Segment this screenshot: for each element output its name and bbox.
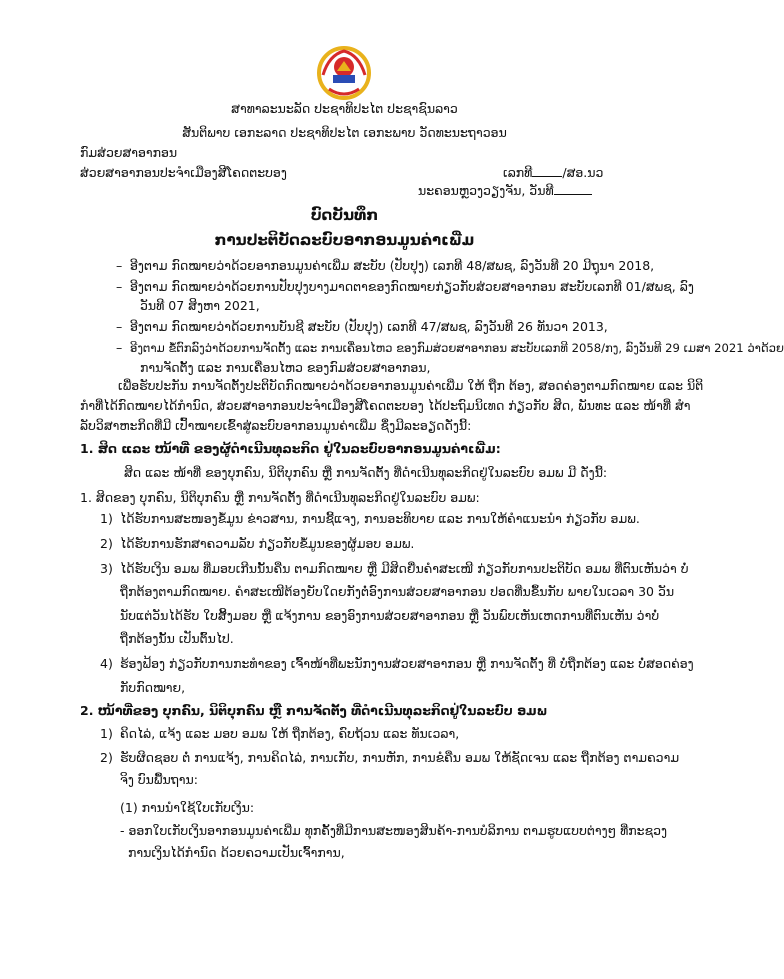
reference-item: – ອີງຕາມ ກົດໝາຍວ່າດ້ວຍການປັບປຸງບາງມາດຕາຂອງກົດໝາຍກ່ຽວກັບສ່ວຍສາອາກອນ ສະບັບເລກທີ 01/ສພຊ, ລົງ — [116, 279, 694, 294]
number-suffix: /ສອ.ນວ — [562, 165, 604, 180]
list-item: 2) ຮັບຜິດຊອບ ຕໍ່ ການແຈ້ງ, ການຄິດໄລ່, ການເກັບ, ການຫັກ, ການຂໍຄືນ ອມພ ໃຫ້ຊັດເຈນ ແລະ ຖືກຕ້ອງ ຕາມຄວາມ — [100, 750, 680, 765]
reference-item: – ອີງຕາມ ກົດໝາຍວ່າດ້ວຍອາກອນມູນຄ່າເພີ່ມ ສະບັບ (ປັບປຸງ) ເລກທີ 48/ສພຊ, ລົງວັນທີ 20 ມີຖຸນາ 2018, — [116, 258, 655, 273]
list-item-cont: ຈິງ ບົນພື້ນຖານ: — [120, 772, 198, 787]
office-name: ສ່ວຍສາອາກອນປະຈໍາເມືອງສີໂຄດຕະບອງ — [80, 165, 287, 180]
reference-item-cont: ວັນທີ 07 ສິງຫາ 2021, — [140, 298, 260, 313]
list-item: 1) ໄດ້ຮັບການສະໜອງຂໍ້ມູນ ຂ່າວສານ, ການຊີ້ແຈງ, ການອະທິບາຍ ແລະ ການໃຫ້ຄໍາແນະນໍາ ກ່ຽວກັບ ອມພ. — [100, 511, 640, 526]
list-item-cont: ນັບແຕ່ວັນໄດ້ຮັບ ໃບສິ້ງມອບ ຫຼື ແຈ້ງການ ຂອງອົງການສ່ວຍສາອາກອນ ຫຼື ວັນພົບເຫັນເຫດການທີ່ຕົນເຫັນ ວ່າບໍ່ — [120, 608, 660, 623]
list-item-cont: ຖືກຕ້ອງນັ້ນ ເປັນຕົ້ນໄປ. — [120, 631, 234, 646]
list-item: 1) ຄິດໄລ່, ແຈ້ງ ແລະ ມອບ ອມພ ໃຫ້ ຖືກຕ້ອງ, ຄົບຖ້ວນ ແລະ ທັນເວລາ, — [100, 726, 460, 741]
intro-line: ກໍາທີ່ໄດ້ກົດໝາຍໄດ້ກໍານົດ, ສ່ວຍສາອາກອນປະຈໍາເມືອງສີໂຄດຕະບອງ ໄດ້ປະຖົມນິເທດ ກ່ຽວກັບ ສິດ, ພັນທະ ແລະ ໜ້າທີ່ ສໍາ — [80, 398, 691, 413]
intro-line: ລັບວິສາຫະກິດທີ່ມີ ເປົ້າໝາຍເຂົ້າສູ່ລະບົບອາກອນມູນຄ່າເພີ່ມ ຊຶ່ງມີລະອຽດດັ່ງນີ້: — [80, 418, 472, 433]
list-item: 4) ຮ້ອງຟ້ອງ ກ່ຽວກັບການກະທໍາຂອງ ເຈົ້າໜ້າທີ່ພະນັກງານສ່ວຍສາອາກອນ ຫຼື ການຈັດຕັ້ງ ທີ່ ບໍ່ຖືກຕ້ອງ ແລະ ບໍ່ສອດຄ່ອງ — [100, 656, 694, 671]
intro-line: ເພື່ອຮັບປະກັນ ການຈັດຕັ້ງປະຕິບັດກົດໝາຍວ່າດ້ວຍອາກອນມູນຄ່າເພີ່ມ ໃຫ້ ຖືກ ຕ້ອງ, ສອດຄ່ອງຕາມກົດໝາຍ ແລະ ນິຕິ — [118, 378, 704, 393]
place-date — [418, 183, 592, 198]
bullet-line-cont: ການເງິນໄດ້ກໍານົດ ດ້ວຍຄວາມເປັນເຈົ້າການ, — [128, 845, 345, 860]
list-item: 3) ໄດ້ຮັບເງິນ ອມພ ທີ່ມອບເກີນນັ້ນຄືນ ຕາມກົດໝາຍ ຫຼື ມີສິດຍື່ນຄໍາສະເໜີ ກ່ຽວກັບການປະຕິບັດ ອມພ ທີ່ຕົນເຫັນວ່າ ບໍ່ — [100, 561, 689, 576]
number-label: ເລກທີ — [503, 165, 533, 180]
department-name: ກົມສ່ວຍສາອາກອນ — [80, 145, 178, 160]
place-date-label: ນະຄອນຫຼວງວຽງຈັນ, ວັນທີ — [418, 183, 554, 198]
section-heading: 1. ສິດ ແລະ ໜ້າທີ່ ຂອງຜູ້ດໍາເນີນທຸລະກິດ ຢູ່ໃນລະບົບອາກອນມູນຄ່າເພີ່ມ: — [80, 441, 501, 456]
list-item-cont: ຖືກຕ້ອງຕາມກົດໝາຍ. ຄໍາສະເໜີຕ້ອງຍັບໃດຍກັງຕໍ່ອົງການສ່ວຍສາອາກອນ ປອດທີ່ນຂຶ້ນກັບ ພາຍໃນເວລາ 30 ວັນ — [120, 584, 675, 599]
national-emblem — [315, 45, 373, 101]
reference-item: – ອີງຕາມ ກົດໝາຍວ່າດ້ວຍການບັນຊີ ສະບັບ (ປັບປຸງ) ເລກທີ 47/ສພຊ, ລົງວັນທີ 26 ທັນວາ 2013, — [116, 319, 608, 334]
reference-item: – ອີງຕາມ ຂໍ້ຕົກລົງວ່າດ້ວຍການຈັດຕັ້ງ ແລະ ການເຄື່ອນໄຫວ ຂອງກົມສ່ວຍສາອາກອນ ສະບັບເລກທີ 2058/ກງ, ລົງວັນທີ 29 ເມສາ 2021 ວ່າດ້ວຍ — [116, 340, 784, 355]
bullet-line: - ອອກໃບເກັບເງິນອາກອນມູນຄ່າເພີ່ມ ທຸກຄັ້ງທີ່ມີການສະໜອງສິນຄ້າ-ການບໍລິການ ຕາມຮູບແບບຕ່າງໆ ທີ່ກະຊວງ — [120, 823, 668, 838]
section-heading: 2. ໜ້າທີ່ຂອງ ບຸກຄົນ, ນິຕິບຸກຄົນ ຫຼື ການຈັດຕັ້ງ ທີ່ດໍາເນີນທຸລະກິດຢູ່ໃນລະບົບ ອມພ — [80, 703, 548, 718]
national-motto: ສັນຕິພາບ ເອກະລາດ ປະຊາທິປະໄຕ ເອກະພາບ ວັດທະນະຖາວອນ — [182, 125, 507, 140]
subsection-heading: (1) ການນໍາໃຊ້ໃບເກັບເງິນ: — [120, 800, 255, 815]
document-title: ບົດບັນທຶກ — [310, 206, 379, 224]
section-lead: ສິດ ແລະ ໜ້າທີ່ ຂອງບຸກຄົນ, ນິຕິບຸກຄົນ ຫຼື ການຈັດຕັ້ງ ທີ່ດໍາເນີນທຸລະກິດຢູ່ໃນລະບົບ ອມພ ມີ ດັ່ງນີ້: — [124, 465, 608, 480]
republic-name: ສາທາລະນະລັດ ປະຊາທິປະໄຕ ປະຊາຊົນລາວ — [231, 101, 458, 116]
subsection-heading: 1. ສິດຂອງ ບຸກຄົນ, ນິຕິບຸກຄົນ ຫຼື ການຈັດຕັ້ງ ທີ່ດໍາເນີນທຸລະກິດຢູ່ໃນລະບົບ ອມພ: — [80, 490, 480, 505]
document-subtitle: ການປະຕິບັດລະບົບອາກອນມູນຄ່າເພີ່ມ — [214, 231, 475, 249]
list-item-cont: ກັບກົດໝາຍ, — [120, 680, 186, 695]
list-item: 2) ໄດ້ຮັບການຮັກສາຄວາມລັບ ກ່ຽວກັບຂໍ້ມູນຂອງຜູ້ມອບ ອມພ. — [100, 536, 415, 551]
reference-item-cont: ການຈັດຕັ້ງ ແລະ ການເຄື່ອນໄຫວ ຂອງກົມສ່ວຍສາອາກອນ, — [140, 360, 431, 375]
document-number — [503, 165, 603, 180]
